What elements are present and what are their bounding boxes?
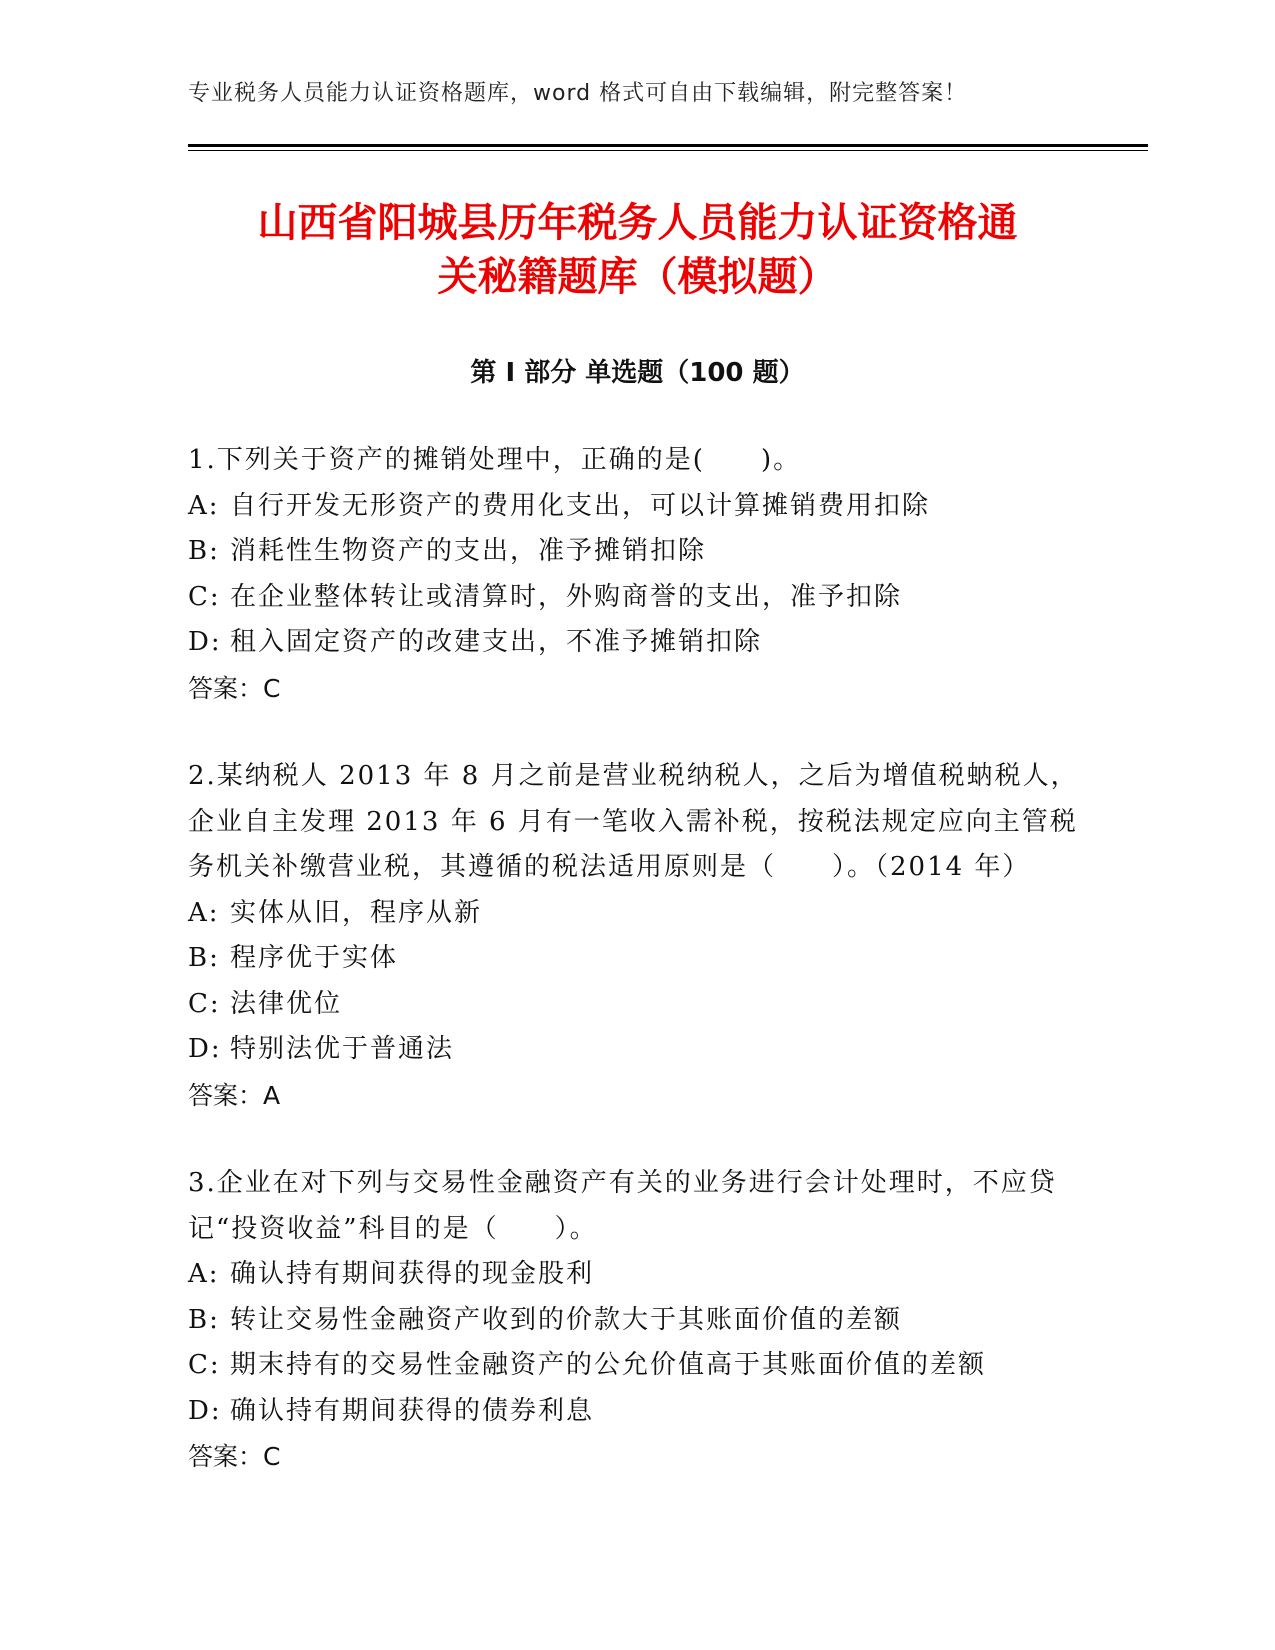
question-2 — [188, 754, 1088, 1118]
option-text: 程序优于实体 — [230, 943, 399, 973]
option-text: 期末持有的交易性金融资产的公允价值高于其账面价值的差额 — [230, 1350, 987, 1380]
option-d — [188, 1389, 1088, 1435]
question-stem: 2.某纳税人 2013 年 8 月之前是营业税纳税人，之后为增值税蚋税人，企业自主发理 2013 年 6 月有一笔收入需补税，按税法规定应向主管税务机关补缴营业税，其遵循的税法适用原则是（ ）。（2014 年） — [188, 761, 1079, 882]
option-text: 租入固定资产的改建支出，不准予摊销扣除 — [230, 627, 763, 657]
option-a — [188, 891, 1088, 937]
option-text: 特别法优于普通法 — [230, 1034, 455, 1064]
option-text: 转让交易性金融资产收到的价款大于其账面价值的差额 — [230, 1304, 903, 1335]
question-3 — [188, 1161, 1088, 1480]
option-letter: A: — [188, 1259, 220, 1289]
header-rule-thick — [188, 144, 1148, 147]
option-text: 实体从旧，程序从新 — [230, 897, 483, 928]
option-letter: B: — [188, 943, 220, 973]
option-letter: C: — [188, 581, 221, 612]
option-text: 自行开发无形资产的费用化支出，可以计算摊销费用扣除 — [230, 490, 931, 521]
document-title-line-2: 关秘籍题库（模拟题） — [437, 254, 838, 300]
answer: 答案：A — [188, 1080, 281, 1110]
header-rule-thin — [188, 150, 1148, 151]
option-letter: B: — [188, 1304, 220, 1335]
question-stem: 1.下列关于资产的摊销处理中，正确的是( )。 — [188, 445, 802, 475]
option-b — [188, 529, 1088, 575]
option-text: 确认持有期间获得的现金股利 — [230, 1259, 595, 1289]
option-letter: A: — [188, 897, 220, 928]
option-d — [188, 620, 1088, 666]
option-c — [188, 1343, 1088, 1389]
option-letter: D: — [188, 1034, 222, 1064]
option-a — [188, 1252, 1088, 1298]
option-b — [188, 1298, 1088, 1344]
option-text: 确认持有期间获得的债券利息 — [230, 1395, 595, 1426]
option-text: 消耗性生物资产的支出，准予摊销扣除 — [230, 536, 707, 566]
option-letter: D: — [188, 1395, 222, 1426]
option-text: 在企业整体转让或清算时，外购商誉的支出，准予扣除 — [230, 581, 903, 612]
document-title-line-1: 山西省阳城县历年税务人员能力认证资格通 — [257, 200, 1018, 246]
section-title: 第 I 部分 单选题（100 题） — [470, 358, 805, 388]
question-1 — [188, 438, 1088, 711]
header-note: 专业税务人员能力认证资格题库，word 格式可自由下载编辑，附完整答案！ — [188, 81, 968, 106]
option-d — [188, 1027, 1088, 1073]
option-letter: B: — [188, 536, 220, 566]
answer: 答案：C — [188, 673, 281, 703]
option-c — [188, 982, 1088, 1028]
option-letter: D: — [188, 627, 222, 657]
option-c — [188, 575, 1088, 621]
question-list — [188, 438, 1088, 1523]
option-letter: A: — [188, 490, 220, 521]
option-a — [188, 484, 1088, 530]
answer: 答案：C — [188, 1442, 281, 1471]
option-letter: C: — [188, 988, 221, 1019]
option-text: 法律优位 — [230, 988, 343, 1019]
option-letter: C: — [188, 1350, 221, 1380]
document-title — [150, 196, 1125, 304]
question-stem: 3.企业在对下列与交易性金融资产有关的业务进行会计处理时，不应贷记“投资收益”科目的是（ ）。 — [188, 1168, 1057, 1244]
option-b — [188, 936, 1088, 982]
